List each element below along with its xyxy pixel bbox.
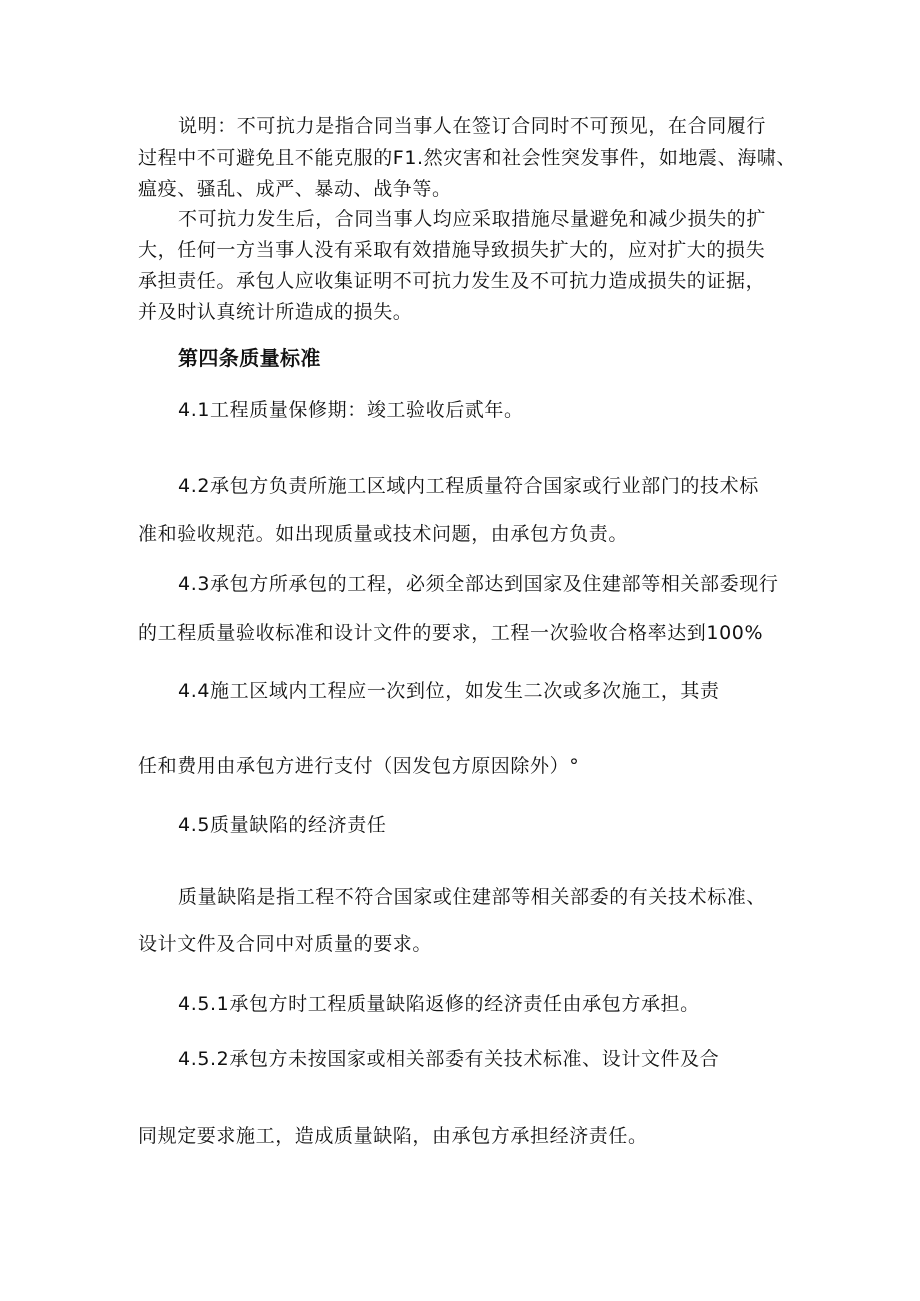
clause-4-5-1: 4.5.1承包方时工程质量缺陷返修的经济责任由承包方承担。 bbox=[178, 993, 700, 1015]
clause-4-5-2-line-2: 同规定要求施工，造成质量缺陷，由承包方承担经济责任。 bbox=[138, 1125, 648, 1147]
explanation-line-3: 瘟疫、骚乱、成严、暴动、战争等。 bbox=[138, 178, 452, 200]
clause-4-5-title: 4.5质量缺陷的经济责任 bbox=[178, 814, 387, 836]
force-majeure-line-1: 不可抗力发生后，合同当事人均应采取措施尽量避免和减少损失的扩 bbox=[178, 208, 767, 230]
section-heading: 第四条质量标准 bbox=[178, 346, 321, 370]
force-majeure-line-4: 并及时认真统计所造成的损失。 bbox=[138, 301, 413, 323]
clause-4-2-line-2: 准和验收规范。如出现质量或技术问题，由承包方负责。 bbox=[138, 523, 629, 545]
clause-4-3-line-2: 的工程质量验收标准和设计文件的要求，工程一次验收合格率达到100% bbox=[138, 622, 764, 644]
force-majeure-line-2: 大，任何一方当事人没有采取有效措施导致损失扩大的，应对扩大的损失 bbox=[138, 239, 766, 261]
explanation-line-2: 过程中不可避免且不能克服的F1.然灾害和社会性突发事件，如地震、海啸、 bbox=[138, 147, 797, 169]
clause-4-3-line-1: 4.3承包方所承包的工程，必须全部达到国家及住建部等相关部委现行 bbox=[178, 573, 779, 595]
force-majeure-line-3: 承担责任。承包人应收集证明不可抗力发生及不可抗力造成损失的证据， bbox=[138, 270, 766, 292]
explanation-line-1: 说明：不可抗力是指合同当事人在签订合同时不可预见，在合同履行 bbox=[178, 115, 767, 137]
clause-4-2-line-1: 4.2承包方负责所施工区域内工程质量符合国家或行业部门的技术标 bbox=[178, 475, 759, 497]
quality-defect-line-2: 设计文件及合同中对质量的要求。 bbox=[138, 933, 433, 955]
clause-4-5-2-line-1: 4.5.2承包方未按国家或相关部委有关技术标准、设计文件及合 bbox=[178, 1048, 720, 1070]
clause-4-4-line-2: 任和费用由承包方进行支付（因发包方原因除外）° bbox=[138, 755, 580, 777]
clause-4-4-line-1: 4.4施工区域内工程应一次到位，如发生二次或多次施工，其责 bbox=[178, 680, 720, 702]
clause-4-1: 4.1工程质量保修期：竣工验收后贰年。 bbox=[178, 399, 524, 421]
quality-defect-line-1: 质量缺陷是指工程不符合国家或住建部等相关部委的有关技术标准、 bbox=[178, 886, 767, 908]
